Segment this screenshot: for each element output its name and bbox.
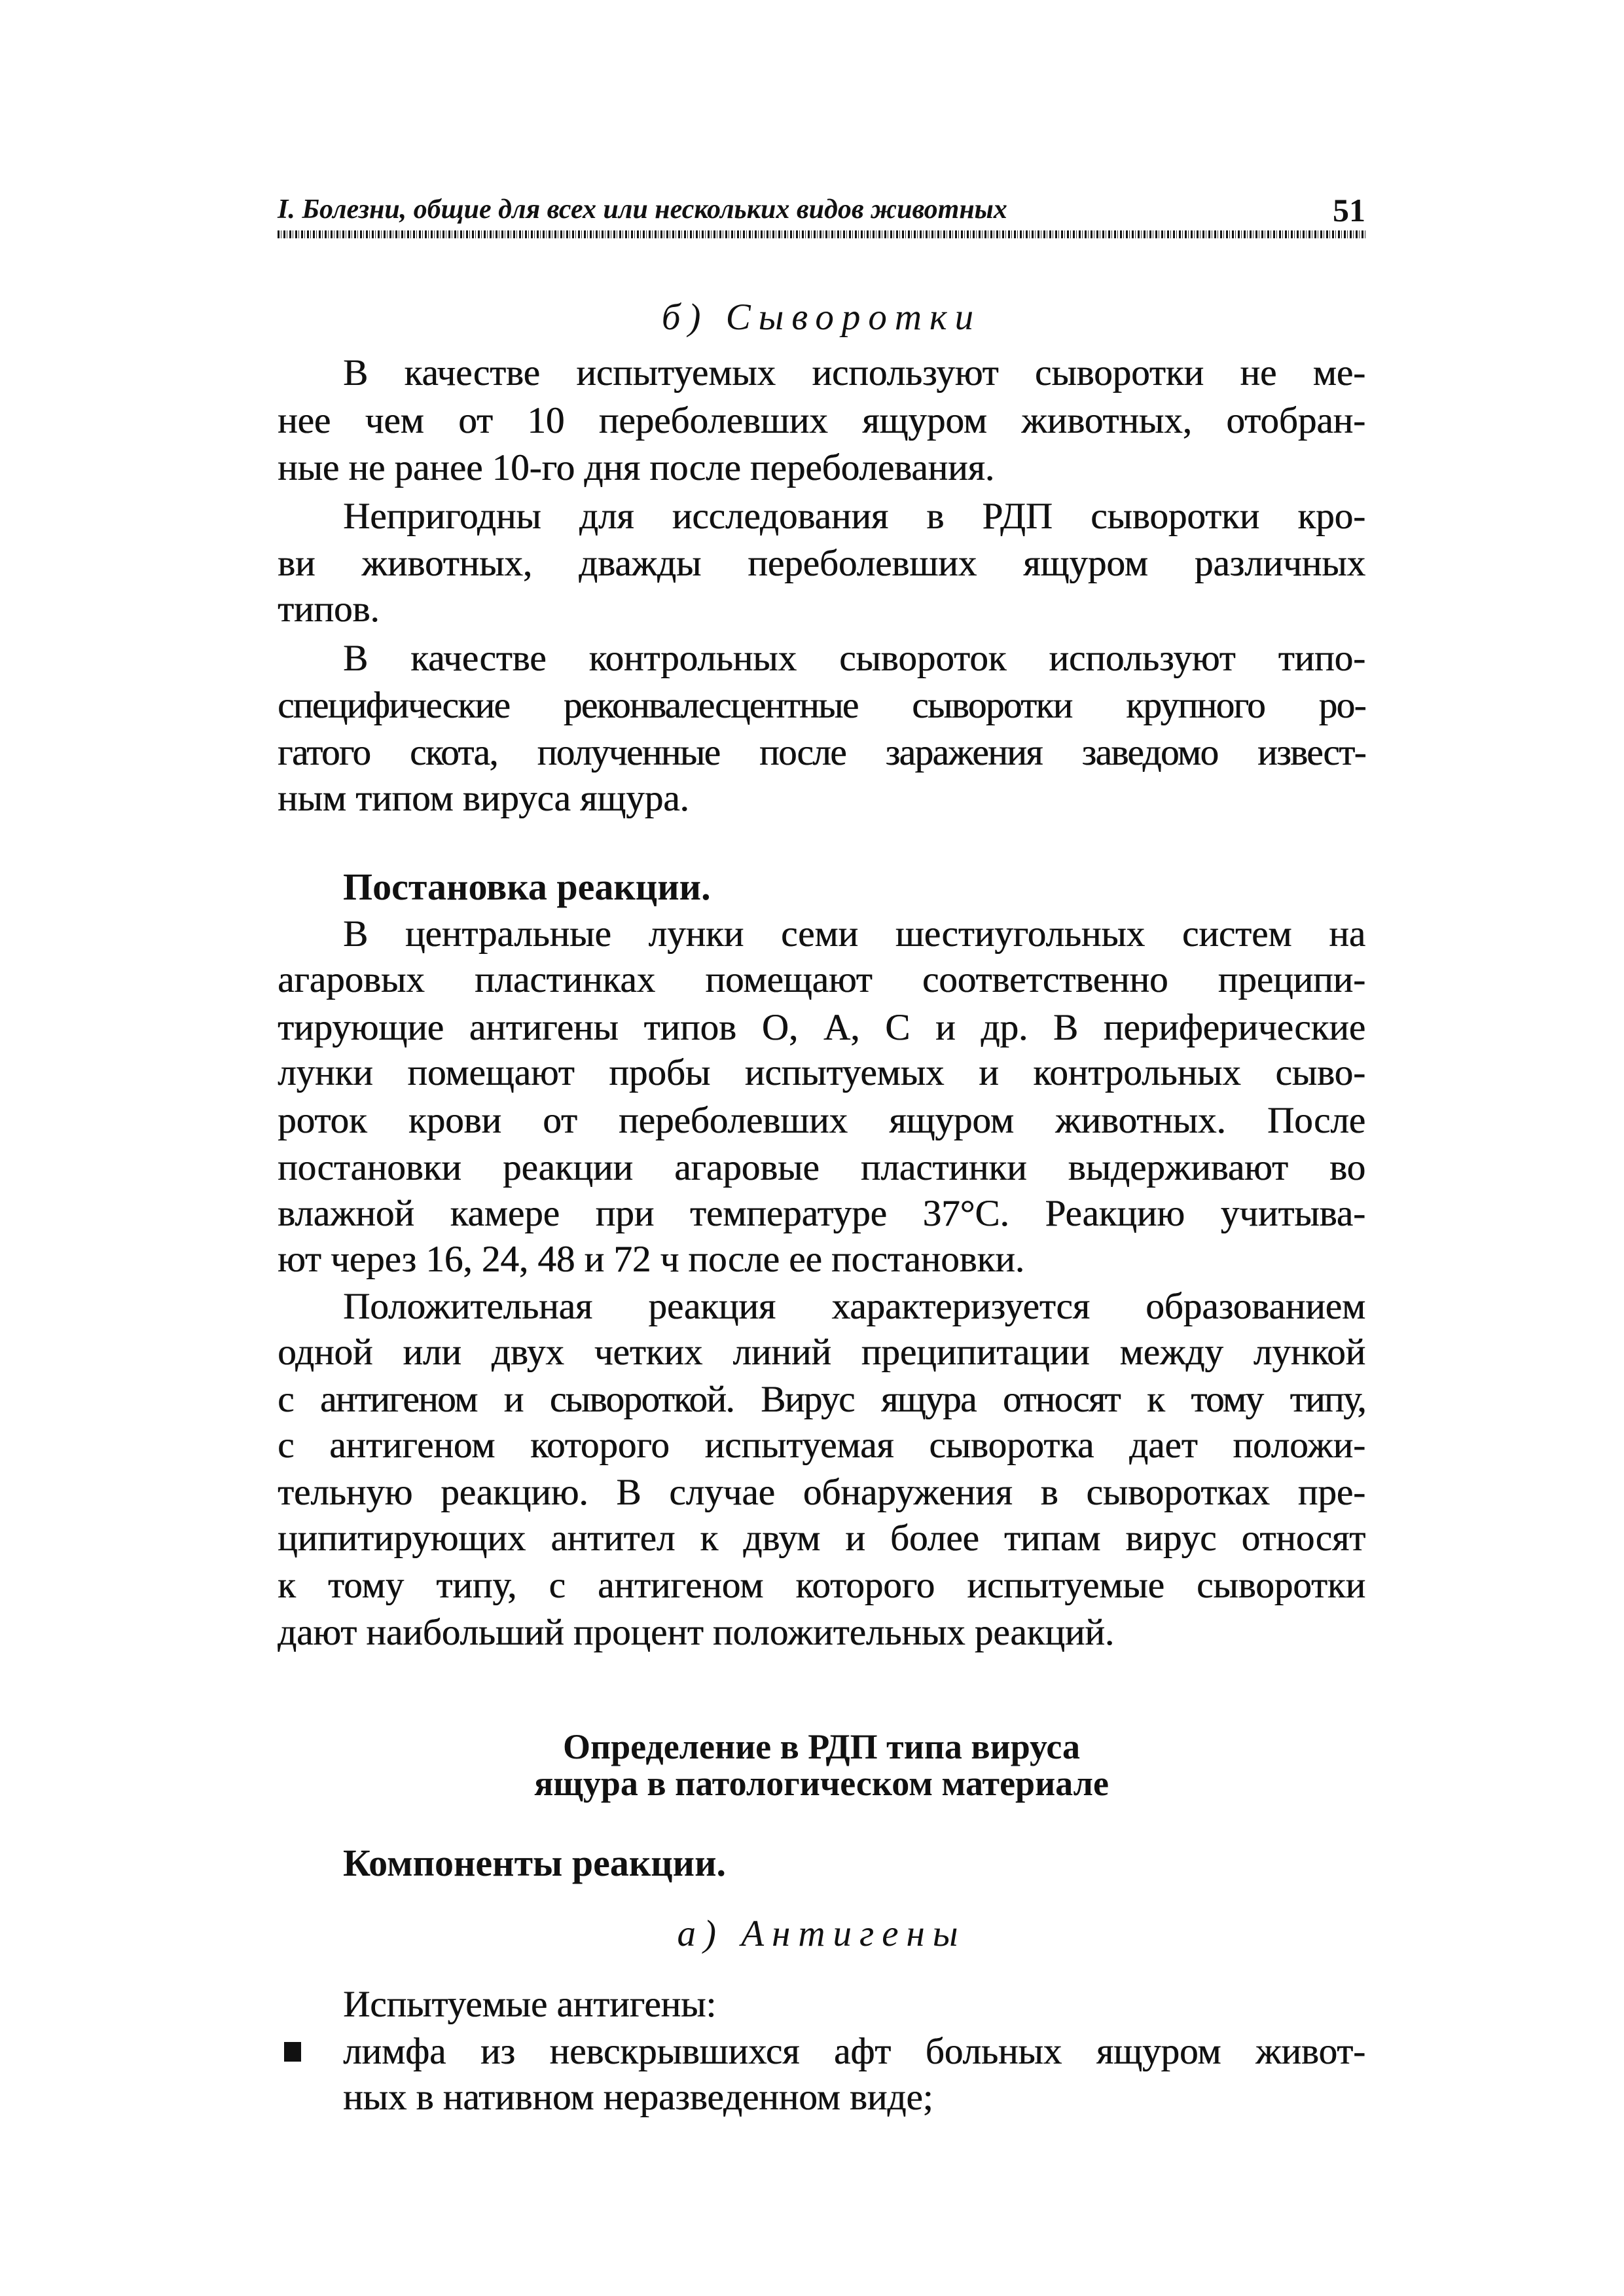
text-line: ют через 16, 24, 48 и 72 ч после ее постановки. — [278, 1239, 1024, 1280]
subsection-title-antigens: а) Антигены — [677, 1913, 966, 1954]
heading-components: Компоненты реакции. — [343, 1842, 727, 1884]
text-line: тельную реакцию. В случае обнаружения в сыворотках пре- — [278, 1472, 1365, 1513]
text-line: ные не ранее 10-го дня после переболевания. — [278, 447, 994, 488]
text-line: роток крови от переболевших ящуром животных. После — [278, 1100, 1365, 1141]
running-header — [278, 194, 1365, 228]
text-line: дают наибольший процент положительных реакций. — [278, 1612, 1115, 1653]
text-line: лимфа из невскрывшихся афт больных ящуром живот- — [343, 2031, 1365, 2072]
section-heading-line: Определение в РДП типа вируса — [563, 1727, 1080, 1766]
text-line: В центральные лунки семи шестиугольных систем на — [343, 913, 1365, 955]
text-line: лунки помещают пробы испытуемых и контрольных сыво- — [278, 1052, 1365, 1093]
text-line: типов. — [278, 589, 380, 630]
text-line: одной или двух четких линий преципитации между лункой — [278, 1332, 1365, 1373]
text-line: В качестве испытуемых используют сыворотки не ме- — [343, 352, 1365, 393]
text-line: гатого скота, полученные после заражения заведомо извест- — [278, 732, 1365, 773]
text-line: Непригодны для исследования в РДП сыворотки кро- — [343, 496, 1365, 537]
text-line: Положительная реакция характеризуется образованием — [343, 1286, 1365, 1327]
text-line: постановки реакции агаровые пластинки выдерживают во — [278, 1147, 1365, 1188]
section-heading-line: ящура в патологическом материале — [534, 1764, 1109, 1803]
text-line: агаровых пластинках помещают соответственно преципи- — [278, 959, 1365, 1000]
text-line: ви животных, дважды переболевших ящуром различных — [278, 543, 1365, 584]
text-line: специфические реконвалесцентные сыворотки крупного ро- — [278, 685, 1365, 726]
bullet-square-icon — [284, 2042, 301, 2062]
text-line: тирующие антигены типов О, А, С и др. В периферические — [278, 1007, 1365, 1048]
text-line: ных в нативном неразведенном виде; — [343, 2077, 933, 2118]
text-line: нее чем от 10 переболевших ящуром животных, отобран- — [278, 400, 1365, 441]
text-line: ципитирующих антител к двум и более типам вирус относят — [278, 1518, 1365, 1559]
text-line: В качестве контрольных сывороток используют типо- — [343, 638, 1365, 679]
page-number: 51 — [1333, 192, 1365, 228]
text-line: влажной камере при температуре 37°С. Реакцию учитыва- — [278, 1193, 1365, 1234]
header-rule — [278, 230, 1365, 238]
text-line: ным типом вируса ящура. — [278, 778, 689, 819]
running-title: I. Болезни, общие для всех или нескольких видов животных — [278, 194, 1007, 225]
test-antigens-label: Испытуемые антигены: — [343, 1984, 717, 2025]
text-line: с антигеном которого испытуемая сыворотка дает положи- — [278, 1425, 1365, 1466]
text-line: с антигеном и сывороткой. Вирус ящура относят к тому типу, — [278, 1379, 1365, 1420]
text-line: к тому типу, с антигеном которого испытуемые сыворотки — [278, 1565, 1365, 1606]
heading-setup: Постановка реакции. — [343, 866, 711, 908]
subsection-title-serums: б) Сыворотки — [661, 297, 982, 338]
